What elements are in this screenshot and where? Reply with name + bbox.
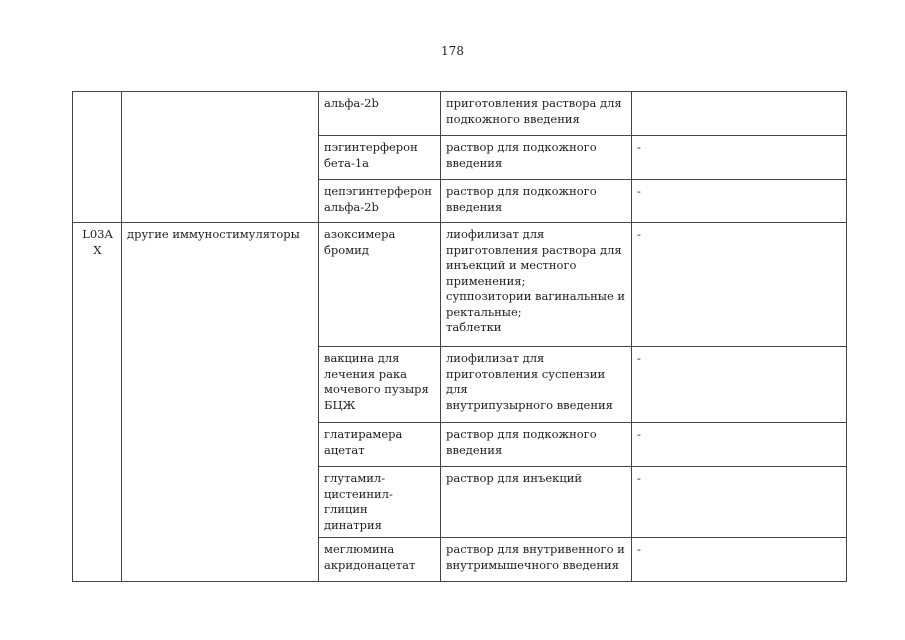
atc-code-line: X <box>93 242 102 257</box>
dosage-form-cell <box>441 223 632 347</box>
dosage-form-line: лиофилизат для <box>446 351 545 365</box>
drug-name-line: ацетат <box>324 442 365 457</box>
drug-name-line: азоксимера <box>324 227 396 241</box>
drug-name-line: вакцина для <box>324 351 400 365</box>
drug-name-cell <box>319 136 441 180</box>
dosage-form-line: приготовления раствора для <box>446 242 622 257</box>
dosage-form-cell <box>441 136 632 180</box>
dosage-form-line: суппозитории вагинальные и <box>446 289 626 303</box>
drug-name-line: динатрия <box>324 517 382 532</box>
drug-name-cell <box>319 180 441 223</box>
dosage-form-line: раствор для инъекций <box>446 471 583 485</box>
page-number: 178 <box>441 44 464 58</box>
dosage-form-line: приготовления раствора для <box>446 96 622 110</box>
dosage-form-line: лиофилизат для <box>446 227 545 241</box>
group-name-cell: другие иммуностимуляторы <box>122 223 319 582</box>
note-cell: - <box>632 180 847 223</box>
dosage-form-line: раствор для внутривенного и <box>446 542 625 556</box>
note-cell: - <box>632 347 847 423</box>
drug-name-cell <box>319 223 441 347</box>
drug-name-line: БЦЖ <box>324 397 356 412</box>
dosage-form-line: раствор для подкожного <box>446 184 597 198</box>
dosage-form-line: ректальные; <box>446 304 522 319</box>
group-name-cell <box>122 92 319 223</box>
drug-name-cell <box>319 538 441 582</box>
drug-name-line: акридонацетат <box>324 557 416 572</box>
dosage-form-line: введения <box>446 442 503 457</box>
drug-name-cell <box>319 423 441 467</box>
drug-name-line: бета-1a <box>324 155 370 170</box>
dosage-form-line: приготовления суспензии для <box>446 366 606 396</box>
note-cell <box>632 92 847 136</box>
dosage-form-line: применения; <box>446 273 526 288</box>
medication-table <box>72 91 847 582</box>
drug-name-line: мочевого пузыря <box>324 382 429 396</box>
drug-name-line: бромид <box>324 242 369 257</box>
dosage-form-cell <box>441 467 632 538</box>
drug-name-line: цистеинил-глицин <box>324 486 393 516</box>
dosage-form-line: введения <box>446 155 503 170</box>
note-cell: - <box>632 467 847 538</box>
drug-name-line: альфа-2b <box>324 96 379 110</box>
dosage-form-line: инъекций и местного <box>446 258 577 272</box>
dosage-form-line: введения <box>446 199 503 214</box>
note-cell: - <box>632 423 847 467</box>
dosage-form-line: подкожного введения <box>446 111 580 126</box>
note-cell: - <box>632 136 847 180</box>
dosage-form-cell <box>441 538 632 582</box>
atc-code-line: L03A <box>82 227 113 241</box>
drug-name-line: цепэгинтерферон <box>324 184 432 198</box>
dosage-form-line: внутримышечного введения <box>446 557 619 572</box>
drug-name-line: глутамил- <box>324 471 386 485</box>
dosage-form-cell <box>441 92 632 136</box>
drug-name-cell <box>319 467 441 538</box>
drug-name-line: пэгинтерферон <box>324 140 418 154</box>
dosage-form-cell <box>441 180 632 223</box>
table-row <box>73 92 847 136</box>
note-cell: - <box>632 538 847 582</box>
dosage-form-cell <box>441 347 632 423</box>
note-cell: - <box>632 223 847 347</box>
dosage-form-line: раствор для подкожного <box>446 140 597 154</box>
drug-name-line: глатирамера <box>324 427 403 441</box>
drug-name-line: меглюмина <box>324 542 395 556</box>
dosage-form-line: таблетки <box>446 320 502 334</box>
drug-name-line: альфа-2b <box>324 199 379 214</box>
drug-name-cell <box>319 347 441 423</box>
drug-name-cell <box>319 92 441 136</box>
dosage-form-line: внутрипузырного введения <box>446 397 613 412</box>
atc-code-cell <box>73 92 122 223</box>
table-row <box>73 223 847 347</box>
dosage-form-cell <box>441 423 632 467</box>
atc-code-cell <box>73 223 122 582</box>
dosage-form-line: раствор для подкожного <box>446 427 597 441</box>
drug-name-line: лечения рака <box>324 366 408 381</box>
